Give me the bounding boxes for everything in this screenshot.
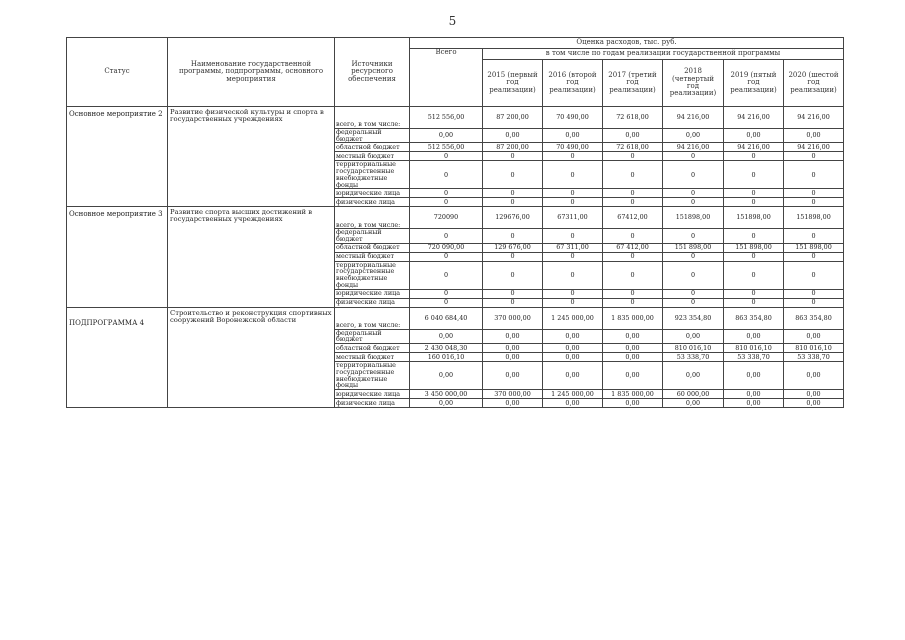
value-year: 0,00 <box>483 353 543 362</box>
value-year: 0,00 <box>603 329 663 343</box>
value-total: 0,00 <box>410 362 483 390</box>
value-year: 0 <box>784 289 844 298</box>
value-year: 0,00 <box>724 129 784 143</box>
value-year: 151 898,00 <box>724 243 784 252</box>
value-year: 0 <box>483 289 543 298</box>
value-year: 0,00 <box>603 398 663 407</box>
value-year: 0,00 <box>483 329 543 343</box>
value-year: 0 <box>663 298 724 307</box>
value-year: 0,00 <box>663 129 724 143</box>
header-estimate: Оценка расходов, тыс. руб. <box>410 38 844 49</box>
value-year: 0,00 <box>724 389 784 398</box>
value-year: 94 216,00 <box>724 107 784 129</box>
value-year: 0 <box>663 189 724 198</box>
header-sources: Источники ресурсного обеспечения <box>335 38 410 107</box>
value-total: 0 <box>410 161 483 189</box>
value-total: 720 090,00 <box>410 243 483 252</box>
value-year: 0 <box>483 261 543 289</box>
value-total: 6 040 684,40 <box>410 307 483 329</box>
source-cell: всего, в том числе: <box>335 107 410 129</box>
value-year: 0,00 <box>483 398 543 407</box>
value-year: 94 216,00 <box>663 143 724 152</box>
value-year: 0 <box>543 152 603 161</box>
value-year: 0,00 <box>483 344 543 353</box>
value-year: 0 <box>603 229 663 243</box>
source-cell: территориальные государственные внебюджетные фонды <box>335 362 410 390</box>
value-year: 863 354,80 <box>784 307 844 329</box>
source-cell: физические лица <box>335 398 410 407</box>
value-year: 0,00 <box>543 353 603 362</box>
value-total: 3 450 000,00 <box>410 389 483 398</box>
value-total: 0 <box>410 289 483 298</box>
value-total: 0 <box>410 261 483 289</box>
table-row <box>67 207 844 229</box>
value-year: 151898,00 <box>724 207 784 229</box>
value-year: 810 016,10 <box>784 344 844 353</box>
value-year: 1 245 000,00 <box>543 389 603 398</box>
value-year: 0,00 <box>663 329 724 343</box>
value-year: 0 <box>784 261 844 289</box>
value-year: 129676,00 <box>483 207 543 229</box>
value-year: 0 <box>724 198 784 207</box>
value-year: 129 676,00 <box>483 243 543 252</box>
source-cell: юридические лица <box>335 389 410 398</box>
value-year: 0,00 <box>663 398 724 407</box>
source-cell: физические лица <box>335 198 410 207</box>
value-year: 0 <box>543 298 603 307</box>
value-total: 0 <box>410 298 483 307</box>
value-year: 67311,00 <box>543 207 603 229</box>
value-year: 0 <box>483 161 543 189</box>
value-year: 151 898,00 <box>663 243 724 252</box>
value-year: 0 <box>724 152 784 161</box>
header-name: Наименование государственной программы, подпрограммы, основного мероприятия <box>168 38 335 107</box>
value-year: 94 216,00 <box>663 107 724 129</box>
source-cell: юридические лица <box>335 189 410 198</box>
value-year: 0 <box>603 289 663 298</box>
value-year: 0 <box>483 189 543 198</box>
header-year-2015: 2015 (первый год реализации) <box>483 60 543 107</box>
value-year: 94 216,00 <box>784 143 844 152</box>
table-row <box>67 107 844 129</box>
value-year: 0 <box>543 161 603 189</box>
value-year: 0,00 <box>603 362 663 390</box>
block-name: Строительство и реконструкция спортивных сооружений Воронежской области <box>168 307 335 407</box>
value-year: 70 490,00 <box>543 143 603 152</box>
value-year: 53 338,70 <box>784 353 844 362</box>
source-cell: территориальные государственные внебюджетные фонды <box>335 161 410 189</box>
value-year: 810 016,10 <box>724 344 784 353</box>
value-total: 0 <box>410 152 483 161</box>
value-year: 60 000,00 <box>663 389 724 398</box>
value-year: 53 338,70 <box>663 353 724 362</box>
value-year: 0,00 <box>543 129 603 143</box>
value-year: 370 000,00 <box>483 307 543 329</box>
value-year: 0 <box>483 198 543 207</box>
value-total: 0 <box>410 189 483 198</box>
value-year: 67 311,00 <box>543 243 603 252</box>
value-year: 1 835 000,00 <box>603 389 663 398</box>
source-cell: всего, в том числе: <box>335 207 410 229</box>
value-year: 0 <box>543 261 603 289</box>
block-status: Основное мероприятие 2 <box>67 107 168 207</box>
value-year: 0 <box>784 252 844 261</box>
value-total: 160 016,10 <box>410 353 483 362</box>
value-year: 0 <box>784 161 844 189</box>
value-total: 0,00 <box>410 329 483 343</box>
value-year: 151898,00 <box>663 207 724 229</box>
value-year: 53 338,70 <box>724 353 784 362</box>
value-year: 0 <box>724 189 784 198</box>
value-year: 0,00 <box>543 398 603 407</box>
value-year: 0,00 <box>483 362 543 390</box>
value-year: 0 <box>663 289 724 298</box>
value-year: 0 <box>603 261 663 289</box>
value-year: 70 490,00 <box>543 107 603 129</box>
value-year: 0 <box>603 152 663 161</box>
value-total: 0,00 <box>410 398 483 407</box>
value-year: 0 <box>663 152 724 161</box>
value-total: 0,00 <box>410 129 483 143</box>
value-year: 863 354,80 <box>724 307 784 329</box>
value-year: 0 <box>724 289 784 298</box>
value-year: 0,00 <box>784 398 844 407</box>
value-year: 810 016,10 <box>663 344 724 353</box>
budget-table-body <box>67 107 844 408</box>
value-year: 0 <box>724 252 784 261</box>
value-total: 512 556,00 <box>410 107 483 129</box>
value-year: 0 <box>543 198 603 207</box>
value-year: 0 <box>724 229 784 243</box>
value-year: 72 618,00 <box>603 107 663 129</box>
value-year: 0 <box>603 252 663 261</box>
value-year: 87 200,00 <box>483 107 543 129</box>
block-name: Развитие спорта высших достижений в государственных учреждениях <box>168 207 335 307</box>
value-year: 0,00 <box>784 389 844 398</box>
header-status: Статус <box>67 38 168 107</box>
value-year: 1 245 000,00 <box>543 307 603 329</box>
value-year: 1 835 000,00 <box>603 307 663 329</box>
header-year-2017: 2017 (третий год реализации) <box>603 60 663 107</box>
value-year: 0,00 <box>603 344 663 353</box>
value-year: 0 <box>663 198 724 207</box>
source-cell: физические лица <box>335 298 410 307</box>
value-year: 0 <box>663 229 724 243</box>
source-cell: юридические лица <box>335 289 410 298</box>
source-cell: территориальные государственные внебюджетные фонды <box>335 261 410 289</box>
value-year: 0,00 <box>784 362 844 390</box>
source-cell: местный бюджет <box>335 353 410 362</box>
value-year: 0 <box>724 161 784 189</box>
value-year: 0 <box>543 289 603 298</box>
value-year: 0 <box>543 189 603 198</box>
header-total: Всего <box>410 49 483 107</box>
value-year: 0 <box>724 298 784 307</box>
value-year: 94 216,00 <box>724 143 784 152</box>
value-year: 0,00 <box>784 329 844 343</box>
value-year: 0 <box>784 229 844 243</box>
table-row <box>67 307 844 329</box>
value-year: 0 <box>483 298 543 307</box>
value-year: 0,00 <box>724 398 784 407</box>
value-year: 0 <box>663 261 724 289</box>
block-status: Основное мероприятие 3 <box>67 207 168 307</box>
source-cell: федеральный бюджет <box>335 329 410 343</box>
value-year: 370 000,00 <box>483 389 543 398</box>
source-cell: местный бюджет <box>335 152 410 161</box>
value-year: 0 <box>784 298 844 307</box>
value-year: 0,00 <box>784 129 844 143</box>
value-year: 0,00 <box>663 362 724 390</box>
value-year: 0 <box>543 229 603 243</box>
source-cell: областной бюджет <box>335 344 410 353</box>
header-year-2020: 2020 (шестой год реализации) <box>784 60 844 107</box>
value-year: 0 <box>784 152 844 161</box>
value-year: 0,00 <box>543 329 603 343</box>
value-year: 0,00 <box>483 129 543 143</box>
value-year: 94 216,00 <box>784 107 844 129</box>
value-year: 0 <box>483 152 543 161</box>
value-year: 0 <box>603 189 663 198</box>
value-year: 0 <box>483 229 543 243</box>
value-year: 0,00 <box>724 362 784 390</box>
value-year: 0 <box>663 161 724 189</box>
source-cell: областной бюджет <box>335 143 410 152</box>
value-year: 72 618,00 <box>603 143 663 152</box>
value-year: 67 412,00 <box>603 243 663 252</box>
header-year-2018: 2018 (четвертый год реализации) <box>663 60 724 107</box>
value-year: 151898,00 <box>784 207 844 229</box>
value-total: 2 430 048,30 <box>410 344 483 353</box>
value-year: 0,00 <box>543 362 603 390</box>
header-by-years: в том числе по годам реализации государственной программы <box>483 49 844 60</box>
value-year: 0 <box>603 298 663 307</box>
budget-table <box>66 37 844 408</box>
value-year: 0 <box>603 198 663 207</box>
value-year: 0 <box>724 261 784 289</box>
source-cell: областной бюджет <box>335 243 410 252</box>
value-year: 0,00 <box>543 344 603 353</box>
header-year-2019: 2019 (пятый год реализации) <box>724 60 784 107</box>
value-year: 0 <box>483 252 543 261</box>
source-cell: местный бюджет <box>335 252 410 261</box>
value-year: 67412,00 <box>603 207 663 229</box>
value-total: 512 556,00 <box>410 143 483 152</box>
source-cell: федеральный бюджет <box>335 129 410 143</box>
value-year: 151 898,00 <box>784 243 844 252</box>
value-year: 0 <box>663 252 724 261</box>
block-name: Развитие физической культуры и спорта в государственных учреждениях <box>168 107 335 207</box>
value-total: 0 <box>410 198 483 207</box>
header-year-2016: 2016 (второй год реализации) <box>543 60 603 107</box>
value-total: 720090 <box>410 207 483 229</box>
value-year: 0,00 <box>603 129 663 143</box>
value-year: 0 <box>784 198 844 207</box>
value-year: 0 <box>543 252 603 261</box>
value-year: 923 354,80 <box>663 307 724 329</box>
value-year: 0,00 <box>724 329 784 343</box>
value-total: 0 <box>410 252 483 261</box>
value-year: 0,00 <box>603 353 663 362</box>
value-total: 0 <box>410 229 483 243</box>
block-status: ПОДПРОГРАММА 4 <box>67 307 168 407</box>
source-cell: федеральный бюджет <box>335 229 410 243</box>
value-year: 87 200,00 <box>483 143 543 152</box>
page-number: 5 <box>448 14 457 28</box>
value-year: 0 <box>784 189 844 198</box>
value-year: 0 <box>603 161 663 189</box>
source-cell: всего, в том числе: <box>335 307 410 329</box>
